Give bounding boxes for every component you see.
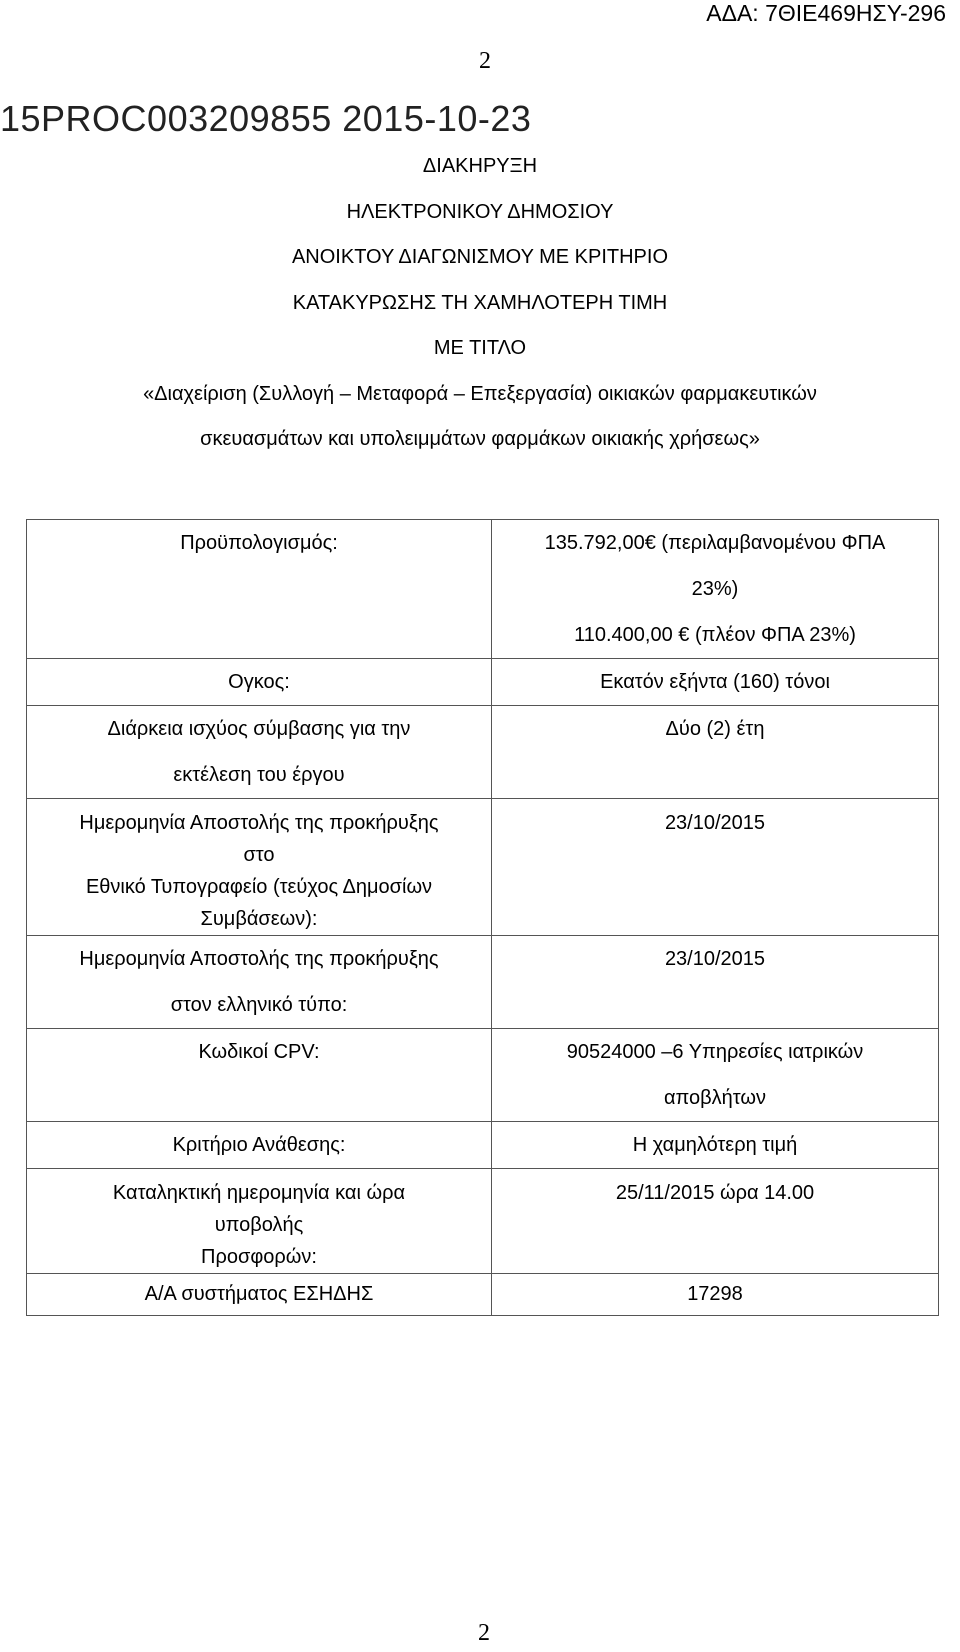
esidis-label: Α/Α συστήματος ΕΣΗΔΗΣ bbox=[144, 1283, 374, 1305]
table-row bbox=[27, 659, 939, 706]
criterion-label-cell bbox=[27, 1122, 492, 1169]
table-row bbox=[27, 799, 939, 936]
criterion-value-cell bbox=[492, 1122, 939, 1169]
table-row bbox=[27, 1169, 939, 1274]
national-printing-date: 23/10/2015 bbox=[664, 812, 766, 834]
press-label-cell bbox=[27, 936, 492, 1029]
budget-label-cell bbox=[27, 520, 492, 659]
volume-label-cell bbox=[27, 659, 492, 706]
title-line: ΔΙΑΚΗΡΥΞΗ bbox=[422, 155, 538, 177]
cpv-label: Κωδικοί CPV: bbox=[198, 1041, 320, 1063]
criterion-label: Κριτήριο Ανάθεσης: bbox=[172, 1134, 346, 1156]
table-row bbox=[27, 706, 939, 799]
cpv-label-cell bbox=[27, 1029, 492, 1122]
press-value-cell bbox=[492, 936, 939, 1029]
duration-label-cell bbox=[27, 706, 492, 799]
press-label-line: Ημερομηνία Αποστολής της προκήρυξης bbox=[79, 948, 439, 970]
table-row bbox=[27, 1122, 939, 1169]
deadline-label-cell bbox=[27, 1169, 492, 1274]
national-printing-label-line: Εθνικό Τυπογραφείο (τεύχος Δημοσίων bbox=[85, 876, 433, 898]
national-printing-label-line: στο bbox=[243, 844, 275, 866]
table-row bbox=[27, 1274, 939, 1316]
tender-info-table bbox=[26, 519, 939, 1316]
deadline-label-line: υποβολής bbox=[214, 1214, 304, 1236]
cpv-value-line: 90524000 –6 Υπηρεσίες ιατρικών bbox=[566, 1041, 864, 1063]
page-number-top: 2 bbox=[479, 48, 491, 74]
duration-label-line: Διάρκεια ισχύος σύμβασης για την bbox=[107, 718, 411, 740]
title-line: ΚΑΤΑΚΥΡΩΣΗΣ ΤΗ ΧΑΜΗΛΟΤΕΡΗ ΤΙΜΗ bbox=[292, 292, 668, 314]
volume-value-cell bbox=[492, 659, 939, 706]
esidis-value-cell bbox=[492, 1274, 939, 1316]
budget-value-line: 23%) bbox=[691, 578, 739, 600]
table-row bbox=[27, 520, 939, 659]
deadline-value-cell bbox=[492, 1169, 939, 1274]
deadline-label-line: Προσφορών: bbox=[201, 1246, 317, 1268]
budget-value-line: 110.400,00 € (πλέον ΦΠΑ 23%) bbox=[574, 624, 856, 646]
national-printing-label-line: Συμβάσεων): bbox=[200, 908, 318, 930]
national-printing-label-cell bbox=[27, 799, 492, 936]
deadline-label-line: Καταληκτική ημερομηνία και ώρα bbox=[112, 1182, 406, 1204]
duration-value-cell bbox=[492, 706, 939, 799]
criterion-value: Η χαμηλότερη τιμή bbox=[632, 1134, 798, 1156]
table-row bbox=[27, 1029, 939, 1122]
cpv-value-cell bbox=[492, 1029, 939, 1122]
budget-value-line: 135.792,00€ (περιλαμβανομένου ΦΠΑ bbox=[544, 532, 886, 554]
volume-label: Ογκος: bbox=[228, 671, 290, 693]
press-date: 23/10/2015 bbox=[664, 948, 766, 970]
esidis-value: 17298 bbox=[687, 1283, 743, 1305]
title-line: ΜΕ ΤΙΤΛΟ bbox=[433, 337, 527, 359]
duration-label-line: εκτέλεση του έργου bbox=[173, 764, 345, 786]
national-printing-value-cell bbox=[492, 799, 939, 936]
budget-value-cell bbox=[492, 520, 939, 659]
page-number-bottom: 2 bbox=[478, 1620, 490, 1646]
proc-code: 15PROC003209855 2015-10-23 bbox=[0, 98, 532, 139]
press-label-line: στον ελληνικό τύπο: bbox=[170, 994, 348, 1016]
title-line: ΗΛΕΚΤΡΟΝΙΚΟΥ ΔΗΜΟΣΙΟΥ bbox=[346, 201, 614, 223]
duration-value: Δύο (2) έτη bbox=[665, 718, 765, 740]
national-printing-label-line: Ημερομηνία Αποστολής της προκήρυξης bbox=[79, 812, 439, 834]
title-line: σκευασμάτων και υπολειμμάτων φαρμάκων οικιακής χρήσεως» bbox=[200, 428, 760, 450]
title-line: ΑΝΟΙΚΤΟΥ ΔΙΑΓΩΝΙΣΜΟΥ ΜΕ ΚΡΙΤΗΡΙΟ bbox=[291, 246, 669, 268]
title-line: «Διαχείριση (Συλλογή – Μεταφορά – Επεξεργασία) οικιακών φαρμακευτικών bbox=[143, 383, 817, 405]
deadline-value: 25/11/2015 ώρα 14.00 bbox=[615, 1182, 815, 1204]
budget-label: Προϋπολογισμός: bbox=[180, 532, 338, 554]
volume-value: Εκατόν εξήντα (160) τόνοι bbox=[600, 671, 830, 693]
table-row bbox=[27, 936, 939, 1029]
ada-code: ΑΔΑ: 7ΘΙΕ469ΗΣΥ-296 bbox=[706, 0, 946, 26]
cpv-value-line: αποβλήτων bbox=[663, 1087, 767, 1109]
esidis-label-cell bbox=[27, 1274, 492, 1316]
